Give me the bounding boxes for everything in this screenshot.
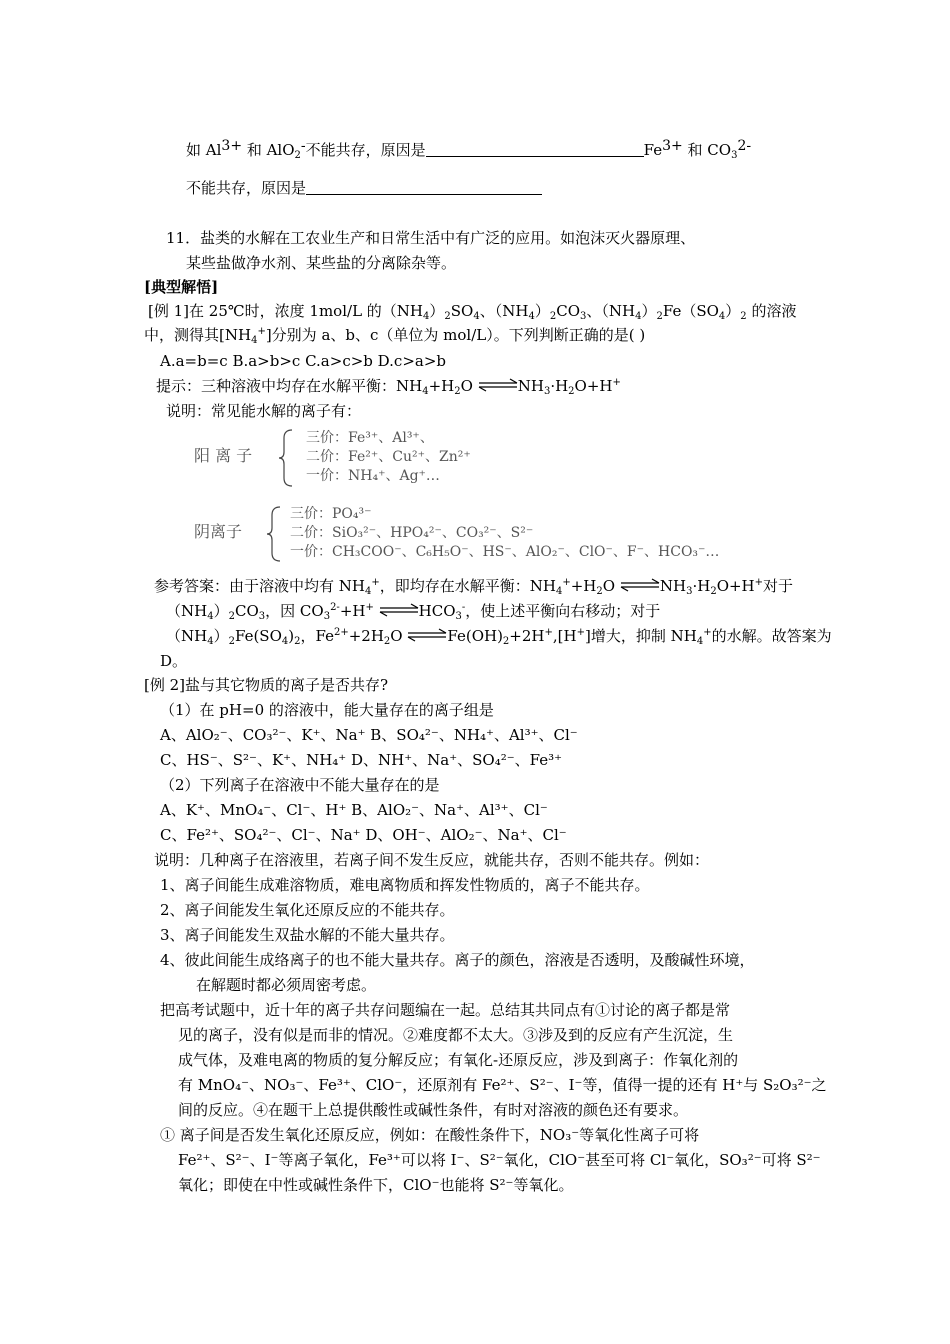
anion-monovalent: 一价：CH₃COO⁻、C₆H₅O⁻、HS⁻、AlO₂⁻、ClO⁻、F⁻、HCO₃⁻… — [290, 544, 720, 560]
paragraph-line: 把高考试题中，近十年的离子共存问题编在一起。总结其共同点有①讨论的离子都是常 — [160, 1001, 731, 1019]
subscript: 2 — [294, 150, 301, 161]
cation-trivalent: 三价：Fe³⁺、Al³⁺、 — [306, 430, 434, 446]
text: 如 Al — [186, 141, 222, 159]
answer-line: $(NH_4)_2CO_3$，因 $CO_3^{2-}+H^+$ $HCO_3^-$，使上述平衡向右移动；对于 — [166, 602, 661, 622]
anion-label: 阴离子 — [194, 522, 243, 541]
equilibrium-arrow-icon — [407, 628, 447, 642]
answer-options: C、Fe²⁺、SO₄²⁻、Cl⁻、Na⁺ D、OH⁻、AlO₂⁻、Na⁺、Cl⁻ — [160, 826, 567, 844]
list-item: 1、离子间能生成难溶物质，难电离物质和挥发性物质的，离子不能共存。 — [160, 876, 650, 894]
brace-icon — [278, 428, 294, 488]
brace-icon — [266, 505, 282, 563]
answer-options: C、HS⁻、S²⁻、K⁺、NH₄⁺ D、NH⁺、Na⁺、SO₄²⁻、Fe³⁺ — [160, 751, 563, 769]
paragraph-line: 成气体，及难电离的物质的复分解反应；有氧化-还原反应，涉及到离子：作氧化剂的 — [178, 1051, 739, 1069]
cation-divalent: 二价：Fe²⁺、Cu²⁺、Zn²⁺ — [306, 449, 471, 465]
text: 和 CO — [682, 141, 732, 159]
list-item: 在解题时都必须周密考虑。 — [196, 976, 377, 994]
text: 不能共存，原因是 — [305, 141, 426, 159]
text: 不能共存，原因是 — [186, 179, 307, 197]
text-line: 中，测得其$[NH_4^+]$分别为 a、b、c（单位为 mol/L）。下列判断正确的是( ) — [144, 326, 646, 346]
section-heading: [典型解悟] — [144, 278, 219, 296]
cation-label: 阳 离 子 — [194, 446, 253, 465]
paragraph-line: 见的离子，没有似是而非的情况。②难度都不太大。③涉及到的反应有产生沉淀，生 — [178, 1026, 734, 1044]
anion-divalent: 二价：SiO₃²⁻、HPO₄²⁻、CO₃²⁻、S²⁻ — [290, 525, 534, 541]
text-line: 某些盐做净水剂、某些盐的分离除杂等。 — [186, 254, 457, 272]
answer-line: 参考答案：由于溶液中均有 $NH_4^+$，即均存在水解平衡：$NH_4^++H_2O$ $NH_3\cdot H_2O+H^+$对于 — [154, 577, 794, 597]
list-item: 4、彼此间能生成络离子的也不能大量共存。离子的颜色，溶液是否透明，及酸碱性环境， — [160, 951, 755, 969]
cation-monovalent: 一价：NH₄⁺、Ag⁺… — [306, 468, 440, 484]
subscript: 3 — [731, 150, 738, 161]
answer-options: A.a=b=c B.a>b>c C.a>c>b D.c>a>b — [160, 352, 446, 370]
list-item: 2、离子间能发生氧化还原反应的不能共存。 — [160, 901, 455, 919]
text-line — [186, 178, 542, 198]
paragraph-line: 间的反应。④在题干上总提供酸性或碱性条件，有时对溶液的颜色还有要求。 — [178, 1101, 689, 1119]
superscript: 2- — [737, 138, 752, 154]
paragraph-line: ① 离子间是否发生氧化还原反应，例如：在酸性条件下，NO₃⁻等氧化性离子可将 — [160, 1126, 700, 1144]
paragraph-line: 有 MnO₄⁻、NO₃⁻、Fe³⁺、ClO⁻，还原剂有 Fe²⁺、S²⁻、I⁻等，值得一提的还有 H⁺与 S₂O₃²⁻之 — [178, 1076, 827, 1094]
equilibrium-arrow-icon — [478, 378, 518, 392]
paragraph-line: Fe²⁺、S²⁻、I⁻等离子氧化，Fe³⁺可以将 I⁻、S²⁻氧化，ClO⁻甚至可将 Cl⁻氧化，SO₃²⁻可将 S²⁻ — [178, 1151, 821, 1169]
question: （1）在 pH=0 的溶液中，能大量存在的离子组是 — [160, 701, 494, 719]
answer-options: A、AlO₂⁻、CO₃²⁻、K⁺、Na⁺ B、SO₄²⁻、NH₄⁺、Al³⁺、Cl⁻ — [160, 726, 578, 744]
superscript: 3+ — [662, 138, 683, 154]
anion-trivalent: 三价：PO₄³⁻ — [290, 506, 372, 522]
text-line: 11．盐类的水解在工农业生产和日常生活中有广泛的应用。如泡沫灭火器原理、 — [166, 229, 696, 247]
paragraph-line: 氧化；即使在中性或碱性条件下，ClO⁻也能将 S²⁻等氧化。 — [178, 1176, 574, 1194]
answer-blank[interactable] — [306, 180, 542, 195]
equilibrium-arrow-icon — [379, 603, 419, 617]
text: 和 AlO — [242, 141, 295, 159]
text: Fe — [643, 141, 663, 159]
superscript: 3+ — [221, 138, 243, 154]
text-line: 说明：几种离子在溶液里，若离子间不发生反应，就能共存，否则不能共存。例如： — [154, 851, 710, 869]
hint-line: 提示：三种溶液中均存在水解平衡：$NH_4+H_2O$ $NH_3\cdot H_2O+H^+$ — [156, 377, 621, 397]
question: （2）下列离子在溶液中不能大量存在的是 — [160, 776, 440, 794]
equilibrium-arrow-icon — [620, 578, 660, 592]
text-line: [例 1]在 25℃时，浓度 1mol/L 的$(NH_4)_2SO_4$、$(NH_4)_2CO_3$、$(NH_4)_2Fe(SO_4)_2$ 的溶液 — [148, 302, 797, 322]
superscript: - — [300, 138, 306, 154]
answer-line: D。 — [160, 652, 188, 670]
text-line: 说明：常见能水解的离子有： — [166, 402, 362, 420]
text-line — [186, 140, 751, 160]
answer-options: A、K⁺、MnO₄⁻、Cl⁻、H⁺ B、AlO₂⁻、Na⁺、Al³⁺、Cl⁻ — [160, 801, 548, 819]
answer-blank[interactable] — [426, 142, 644, 157]
list-item: 3、离子间能发生双盐水解的不能大量共存。 — [160, 926, 455, 944]
example-title: [例 2]盐与其它物质的离子是否共存? — [144, 676, 389, 694]
answer-line: $(NH_4)_2Fe(SO_4)_2$，$Fe^{2+}+2H_2O$ $Fe(OH)_2+2H^+,[H^+]$增大，抑制 $NH_4^+$的水解。故答案为 — [166, 627, 832, 647]
